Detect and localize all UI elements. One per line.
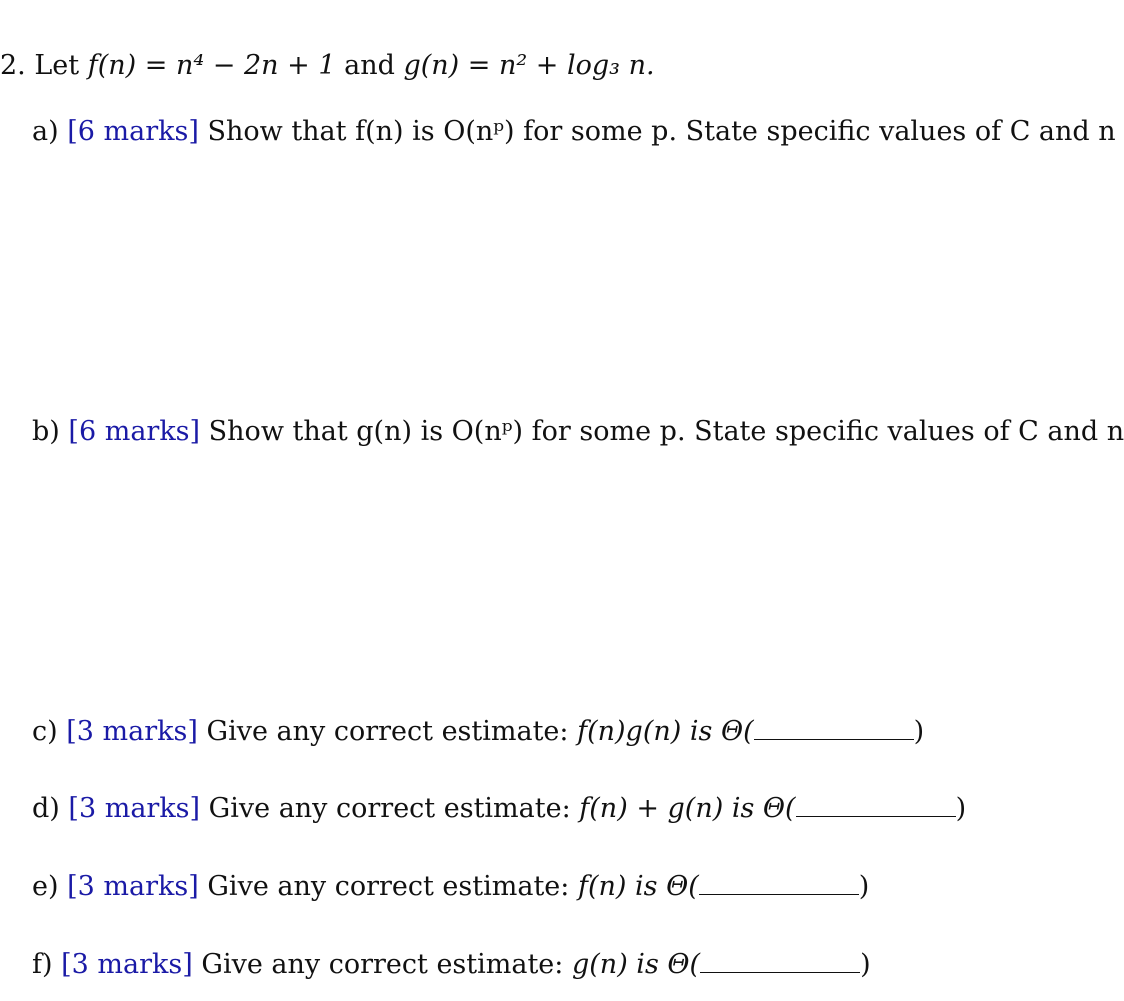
part-b-text: Show that g(n) is O(nᵖ) for some p. State specific values of C and n: [208, 416, 1124, 447]
part-d-marks: [3 marks]: [68, 793, 201, 824]
part-f: [32, 950, 871, 978]
part-c-expression: f(n)g(n) is Θ(: [577, 716, 754, 747]
question-number: 2.: [0, 50, 26, 81]
part-a-label: a): [32, 116, 59, 147]
part-c-close: ): [913, 716, 925, 747]
f-definition: f(n) = n⁴ − 2n + 1: [87, 50, 336, 81]
part-b-label: b): [32, 416, 60, 447]
part-e-answer-blank[interactable]: [699, 872, 859, 895]
part-d-label: d): [32, 793, 60, 824]
g-definition: g(n) = n² + log₃ n.: [403, 50, 655, 81]
part-f-marks: [3 marks]: [61, 949, 193, 980]
part-a-text: Show that f(n) is O(nᵖ) for some p. State specific values of C and n: [207, 116, 1116, 147]
part-c-marks: [3 marks]: [66, 716, 198, 747]
part-f-lead: Give any correct estimate:: [201, 949, 564, 980]
part-c-lead: Give any correct estimate:: [206, 716, 569, 747]
part-f-label: f): [32, 949, 53, 980]
part-b: [32, 418, 1124, 445]
part-c: [32, 717, 924, 745]
part-d-lead: Give any correct estimate:: [208, 793, 571, 824]
part-e-close: ): [858, 871, 870, 902]
let-word: Let: [34, 50, 80, 81]
part-a-marks: [6 marks]: [67, 116, 199, 147]
part-d-expression: f(n) + g(n) is Θ(: [579, 793, 796, 824]
part-e: [32, 872, 869, 900]
part-d-answer-blank[interactable]: [796, 794, 956, 817]
part-e-expression: f(n) is Θ(: [577, 871, 699, 902]
part-e-lead: Give any correct estimate:: [207, 871, 570, 902]
part-c-label: c): [32, 716, 58, 747]
and-word: and: [344, 50, 395, 81]
part-f-answer-blank[interactable]: [700, 950, 860, 973]
part-f-close: ): [860, 949, 871, 980]
part-e-marks: [3 marks]: [67, 871, 199, 902]
part-d: [32, 794, 966, 822]
part-a: [32, 118, 1116, 145]
part-c-answer-blank[interactable]: [754, 717, 914, 740]
part-e-label: e): [32, 871, 59, 902]
part-f-expression: g(n) is Θ(: [571, 949, 701, 980]
question-header: [0, 52, 655, 79]
part-b-marks: [6 marks]: [68, 416, 201, 447]
part-d-close: ): [955, 793, 967, 824]
